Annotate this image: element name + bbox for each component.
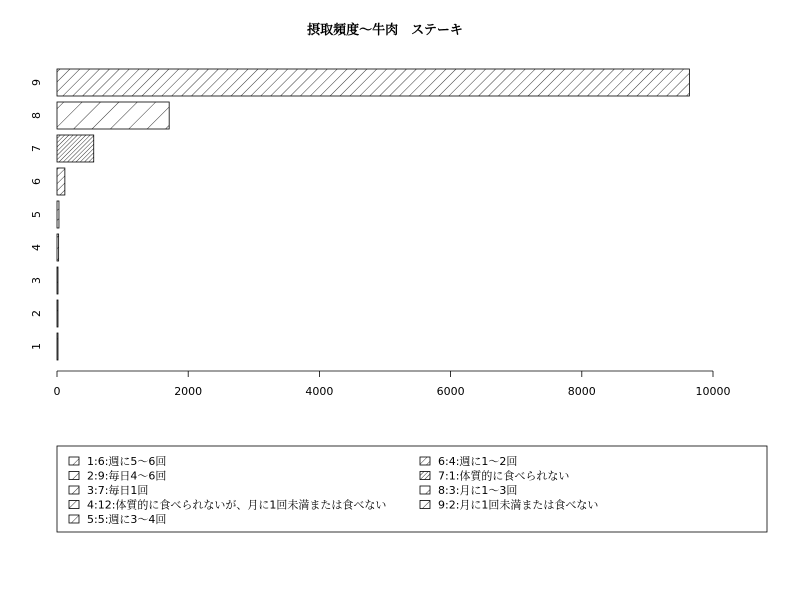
legend-swatch bbox=[69, 501, 79, 509]
legend-swatch bbox=[69, 515, 79, 523]
legend-label: 3:7:毎日1回 bbox=[87, 484, 149, 497]
legend-label: 7:1:体質的に食べられない bbox=[438, 469, 570, 483]
bar-8 bbox=[57, 102, 169, 129]
x-tick-label: 10000 bbox=[695, 385, 731, 398]
y-tick-label-4: 4 bbox=[30, 244, 43, 251]
legend-label: 9:2:月に1回未満または食べない bbox=[438, 498, 599, 512]
bar-3 bbox=[57, 267, 58, 294]
y-tick-label-7: 7 bbox=[30, 145, 43, 152]
legend-swatch bbox=[69, 486, 79, 494]
x-tick-label: 2000 bbox=[174, 385, 203, 398]
bar-1 bbox=[57, 333, 58, 360]
bar-5 bbox=[57, 201, 59, 228]
y-tick-label-5: 5 bbox=[30, 211, 43, 218]
legend-label: 8:3:月に1～3回 bbox=[438, 484, 518, 497]
y-axis-ticks bbox=[30, 79, 43, 350]
legend-swatch bbox=[420, 472, 430, 480]
bar-9 bbox=[57, 69, 689, 96]
legend-swatch bbox=[420, 457, 430, 465]
x-tick-label: 6000 bbox=[436, 385, 465, 398]
legend-swatch bbox=[420, 486, 430, 494]
x-tick-label: 8000 bbox=[567, 385, 596, 398]
legend-label: 5:5:週に3～4回 bbox=[87, 513, 167, 526]
y-tick-label-6: 6 bbox=[30, 178, 43, 185]
x-tick-label: 0 bbox=[53, 385, 61, 398]
legend bbox=[57, 446, 767, 532]
bars-group bbox=[57, 69, 689, 360]
legend-label: 1:6:週に5～6回 bbox=[87, 455, 167, 468]
y-tick-label-1: 1 bbox=[30, 343, 43, 350]
bar-6 bbox=[57, 168, 65, 195]
y-tick-label-9: 9 bbox=[30, 79, 43, 86]
y-tick-label-2: 2 bbox=[30, 310, 43, 317]
x-axis bbox=[54, 371, 731, 398]
legend-label: 6:4:週に1～2回 bbox=[438, 455, 518, 468]
y-tick-label-8: 8 bbox=[30, 112, 43, 119]
legend-swatch bbox=[69, 472, 79, 480]
y-tick-label-3: 3 bbox=[30, 277, 43, 284]
legend-swatch bbox=[69, 457, 79, 465]
chart-title: 摂取頻度～牛肉 ステーキ bbox=[307, 23, 463, 38]
x-tick-label: 4000 bbox=[305, 385, 334, 398]
bar-4 bbox=[57, 234, 59, 261]
legend-label: 2:9:毎日4～6回 bbox=[87, 469, 167, 483]
bar-2 bbox=[57, 300, 58, 327]
bar-7 bbox=[57, 135, 94, 162]
legend-label: 4:12:体質的に食べられないが、月に1回未満または食べない bbox=[87, 498, 387, 512]
legend-swatch bbox=[420, 501, 430, 509]
